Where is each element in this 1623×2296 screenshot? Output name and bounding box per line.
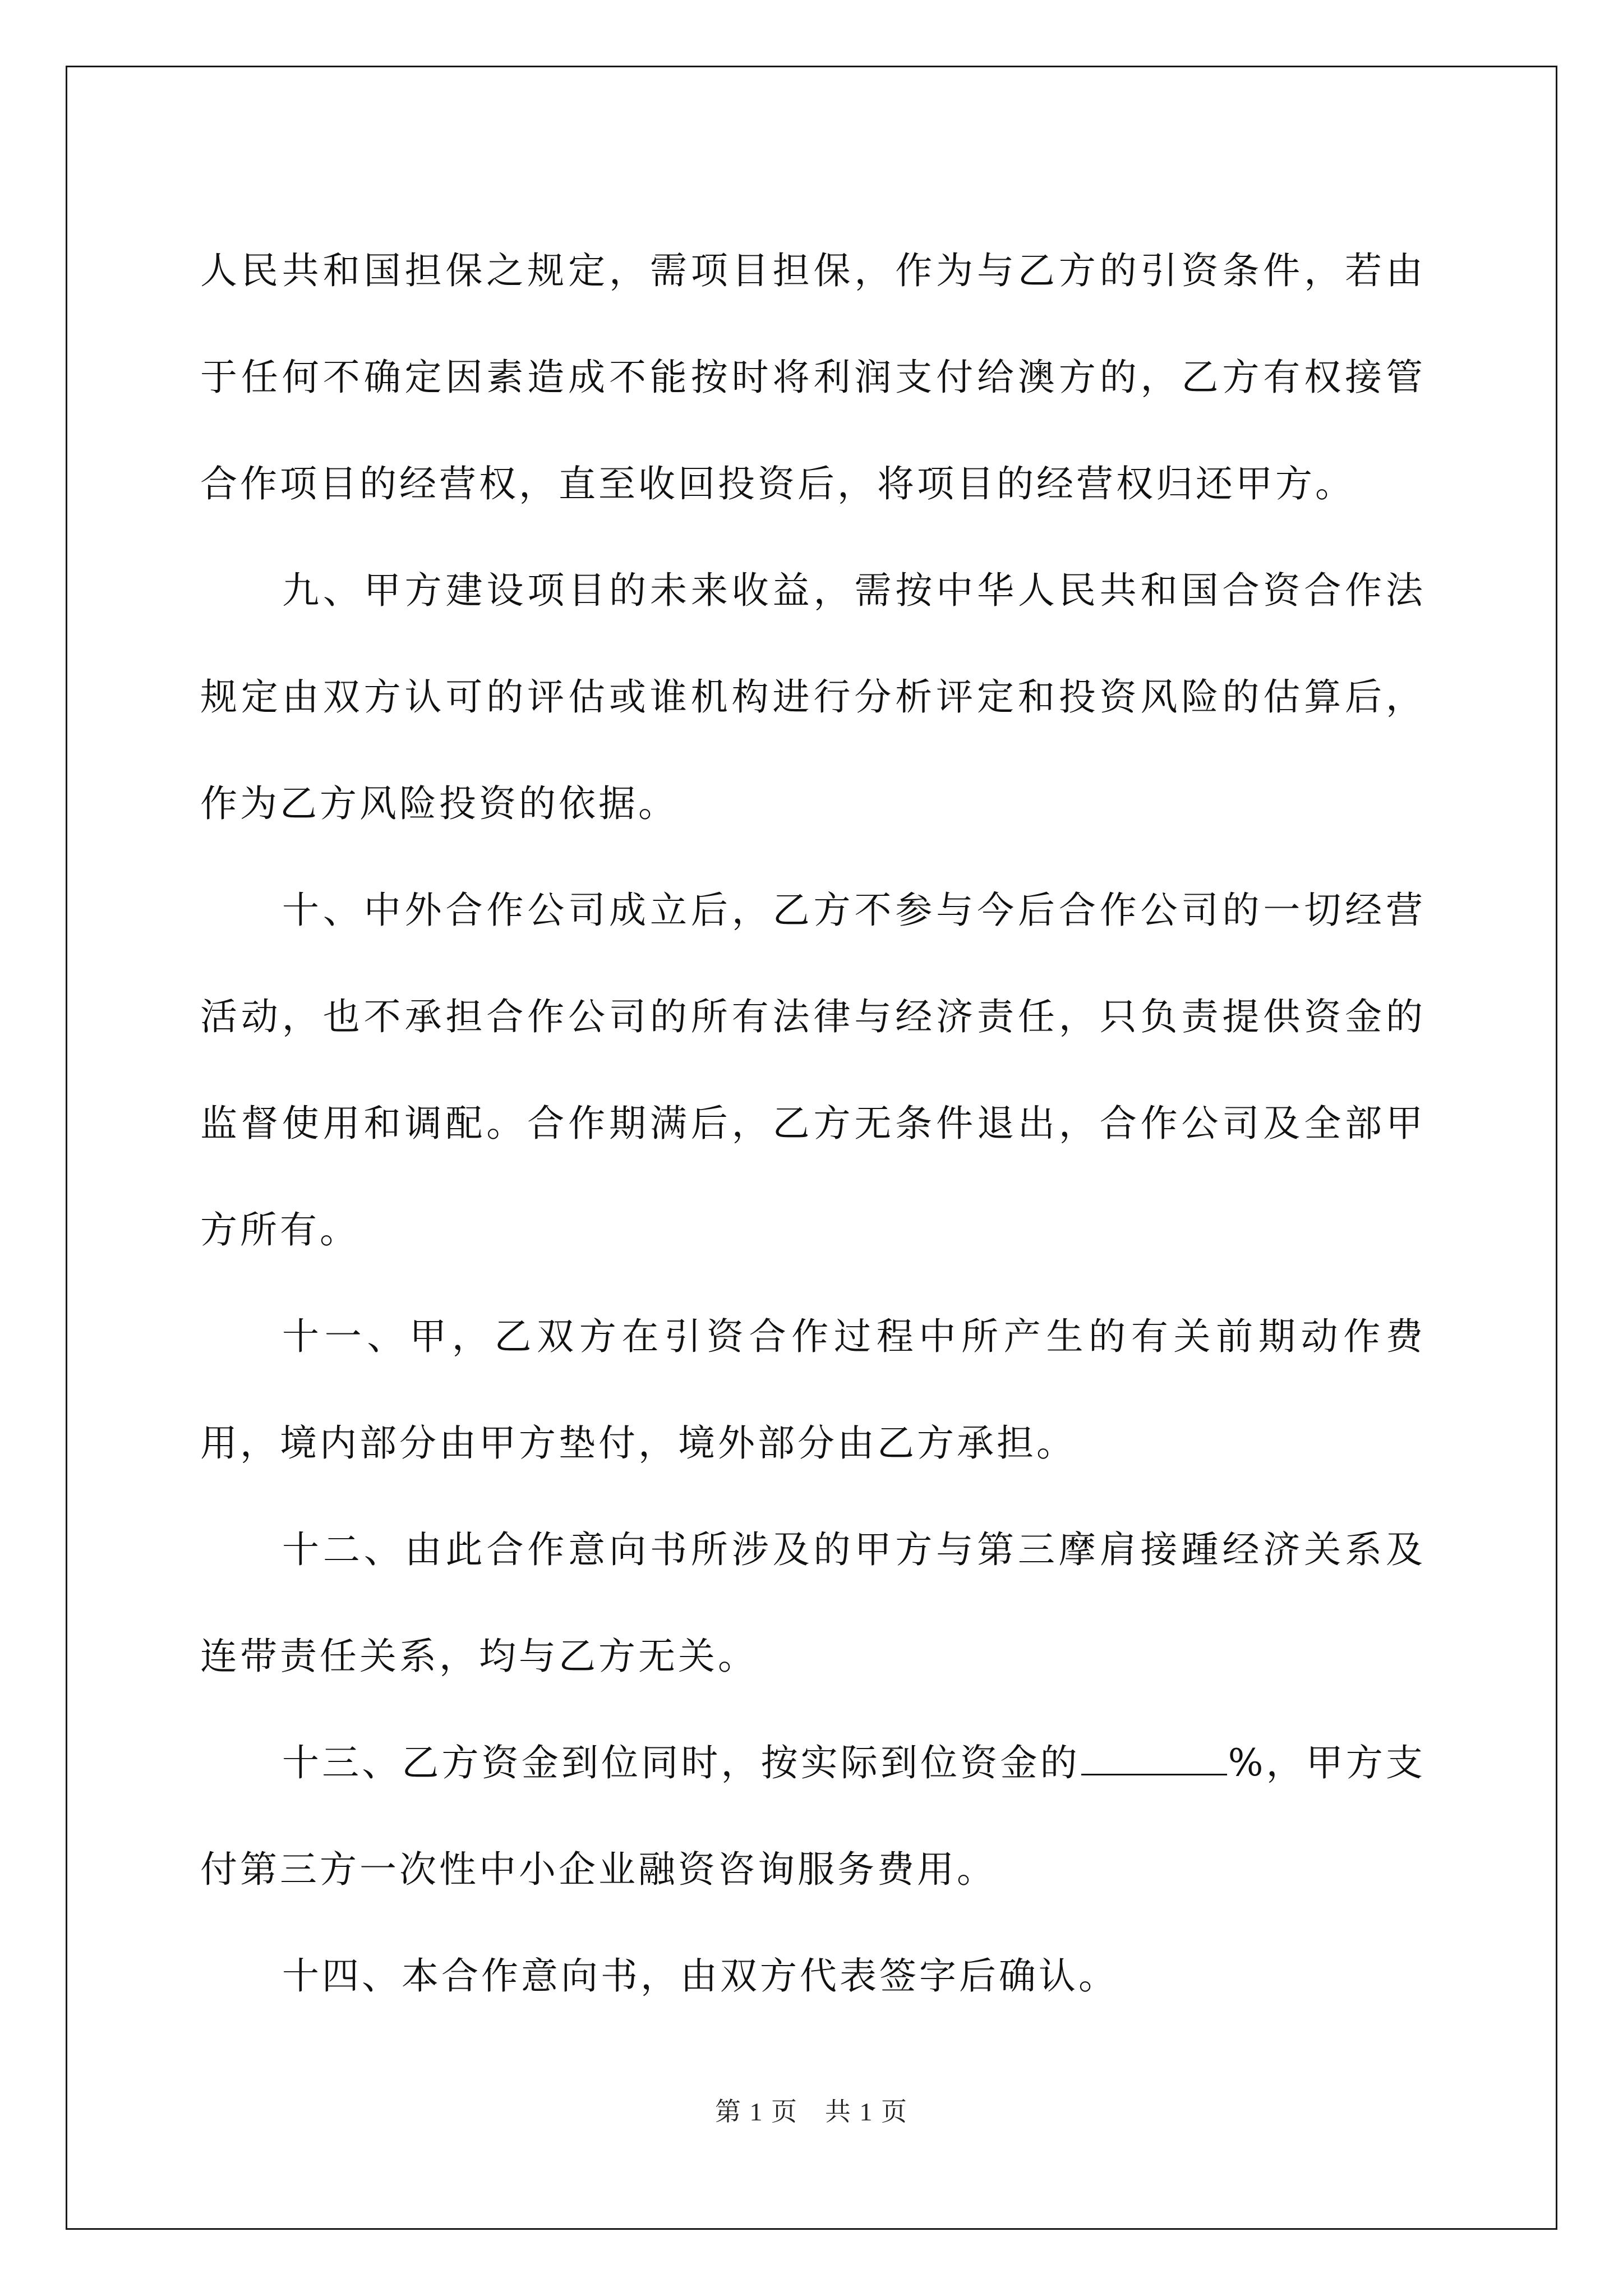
clause-11: 十一、甲，乙双方在引资合作过程中所产生的有关前期动作费用，境内部分由甲方垫付，境外部分由乙方承担。 [200, 1315, 1426, 1465]
clause-12: 十二、由此合作意向书所涉及的甲方与第三摩肩接踵经济关系及连带责任关系，均与乙方无关。 [200, 1528, 1426, 1678]
document-body [200, 218, 1426, 2030]
page-number-footer: 第 1 页 共 1 页 [715, 2097, 908, 2126]
percentage-blank [1081, 1774, 1227, 1775]
clause-13 [200, 1710, 1426, 1923]
paragraph-continuation: 人民共和国担保之规定，需项目担保，作为与乙方的引资条件，若由于任何不确定因素造成不能按时将利润支付给澳方的，乙方有权接管合作项目的经营权，直至收回投资后，将项目的经营权归还甲方。 [200, 249, 1426, 505]
clause-10: 十、中外合作公司成立后，乙方不参与今后合作公司的一切经营活动，也不承担合作公司的所有法律与经济责任，只负责提供资金的监督使用和调配。合作期满后，乙方无条件退出，合作公司及全部甲方所有。 [200, 889, 1426, 1251]
clause-13-text-after: %，甲方支付第三方一次性中小企业融资咨询服务费用。 [200, 1741, 1426, 1891]
clause-13-text-before: 十三、乙方资金到位同时，按实际到位资金的 [282, 1741, 1080, 1784]
clause-9: 九、甲方建设项目的未来收益，需按中华人民共和国合资合作法规定由双方认可的评估或谁机构进行分析评定和投资风险的估算后，作为乙方风险投资的依据。 [200, 569, 1426, 825]
clause-14: 十四、本合作意向书，由双方代表签字后确认。 [282, 1954, 1118, 1998]
